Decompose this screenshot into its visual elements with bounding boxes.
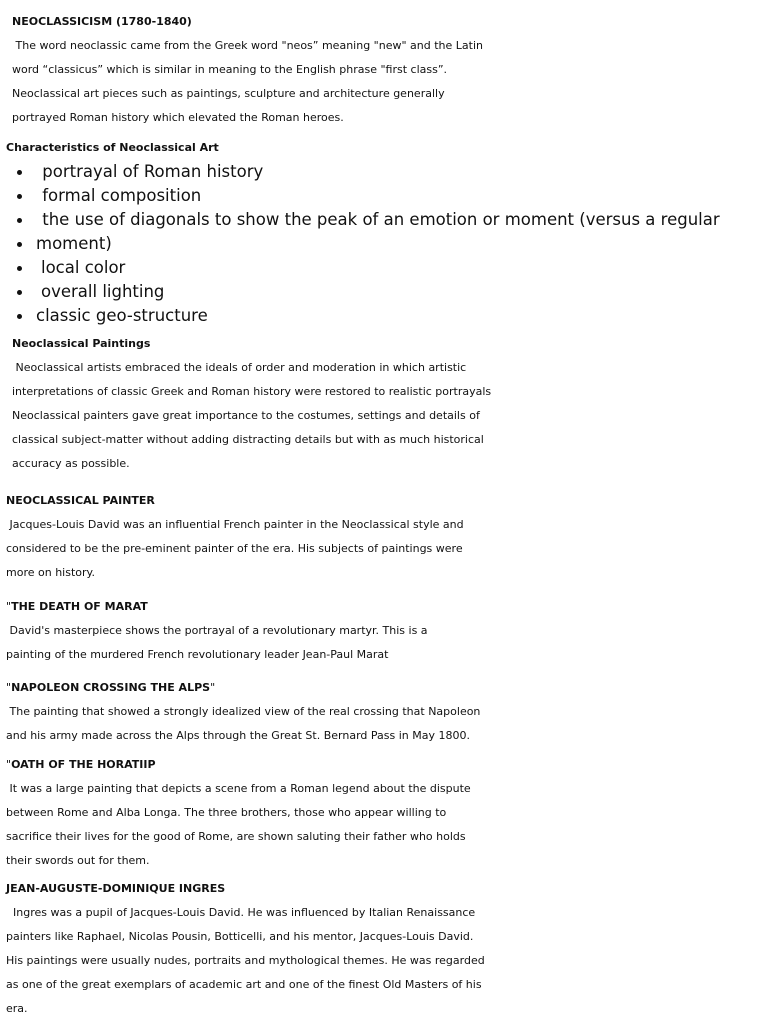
- open-quote: ": [6, 600, 12, 613]
- paragraph-line: era.: [6, 1002, 28, 1015]
- section-title: NEOCLASSICISM (1780-1840): [12, 15, 192, 28]
- characteristics-section: [6, 136, 768, 160]
- paragraph-line: as one of the great exemplars of academic art and one of the finest Old Masters of his: [6, 978, 482, 991]
- close-quote: ": [210, 681, 216, 694]
- list-item: portrayal of Roman history: [0, 160, 720, 184]
- paragraph-line: sacrifice their lives for the good of Rome, are shown saluting their father who holds: [6, 830, 466, 843]
- paragraph-line: Ingres was a pupil of Jacques-Louis David. He was influenced by Italian Renaissance: [6, 906, 476, 919]
- open-quote: ": [6, 681, 12, 694]
- paragraph-line: The word neoclassic came from the Greek word "neos” meaning "new" and the Latin: [12, 39, 483, 52]
- neoclassicism-section: [12, 10, 768, 130]
- paragraph-line: David's masterpiece shows the portrayal of a revolutionary martyr. This is a: [6, 624, 428, 637]
- list-item: local color: [0, 256, 720, 280]
- paragraph-line: Neoclassical art pieces such as paintings, sculpture and architecture generally: [12, 87, 445, 100]
- paragraph-line: word “classicus” which is similar in meaning to the English phrase "first class”.: [12, 63, 448, 76]
- painter-section: [6, 489, 768, 585]
- section-title: NEOCLASSICAL PAINTER: [6, 494, 155, 507]
- paragraph-line: Neoclassical painters gave great importance to the costumes, settings and details of: [12, 409, 480, 422]
- paragraph-line: Jacques-Louis David was an influential French painter in the Neoclassical style and: [6, 518, 464, 531]
- paragraph-line: interpretations of classic Greek and Roman history were restored to realistic portrayals: [12, 385, 492, 398]
- section-title: JEAN-AUGUSTE-DOMINIQUE INGRES: [6, 882, 226, 895]
- list-item: formal composition: [0, 184, 720, 208]
- list-item-continuation: [0, 232, 720, 256]
- paragraph-line: The painting that showed a strongly idealized view of the real crossing that Napoleon: [6, 705, 481, 718]
- paragraph-line: painters like Raphael, Nicolas Pousin, Botticelli, and his mentor, Jacques-Louis David.: [6, 930, 474, 943]
- paragraph-line: their swords out for them.: [6, 854, 150, 867]
- section-title: [6, 753, 768, 777]
- ingres-section: [6, 877, 768, 1021]
- title-text: THE DEATH OF MARAT: [11, 600, 148, 613]
- paragraph-line: and his army made across the Alps through the Great St. Bernard Pass in May 1800.: [6, 729, 470, 742]
- continuation-text: moment): [36, 234, 112, 253]
- paragraph-line: His paintings were usually nudes, portraits and mythological themes. He was regarded: [6, 954, 485, 967]
- title-text: OATH OF THE HORATIIP: [11, 758, 156, 771]
- napoleon-section: [6, 676, 768, 748]
- horatii-section: [6, 753, 768, 873]
- marat-section: [6, 595, 768, 667]
- list-item: overall lighting: [0, 280, 720, 304]
- list-item: the use of diagonals to show the peak of an emotion or moment (versus a regular: [0, 208, 720, 232]
- paragraph-line: between Rome and Alba Longa. The three brothers, those who appear willing to: [6, 806, 447, 819]
- paragraph-line: It was a large painting that depicts a scene from a Roman legend about the dispute: [6, 782, 471, 795]
- paintings-section: [12, 332, 768, 476]
- section-title: [6, 676, 768, 700]
- section-title: Neoclassical Paintings: [12, 337, 151, 350]
- paragraph-line: classical subject-matter without adding distracting details but with as much historical: [12, 433, 484, 446]
- title-text: NAPOLEON CROSSING THE ALPS: [11, 681, 211, 694]
- paragraph-line: more on history.: [6, 566, 95, 579]
- paragraph-line: Neoclassical artists embraced the ideals of order and moderation in which artistic: [12, 361, 467, 374]
- characteristics-list: [0, 160, 720, 328]
- list-item: classic geo-structure: [0, 304, 720, 328]
- open-quote: ": [6, 758, 12, 771]
- paragraph-line: considered to be the pre-eminent painter of the era. His subjects of paintings were: [6, 542, 463, 555]
- paragraph-line: portrayed Roman history which elevated the Roman heroes.: [12, 111, 344, 124]
- section-title: [6, 595, 768, 619]
- section-title: Characteristics of Neoclassical Art: [6, 141, 219, 154]
- paragraph-line: accuracy as possible.: [12, 457, 130, 470]
- paragraph-line: painting of the murdered French revolutionary leader Jean-Paul Marat: [6, 648, 389, 661]
